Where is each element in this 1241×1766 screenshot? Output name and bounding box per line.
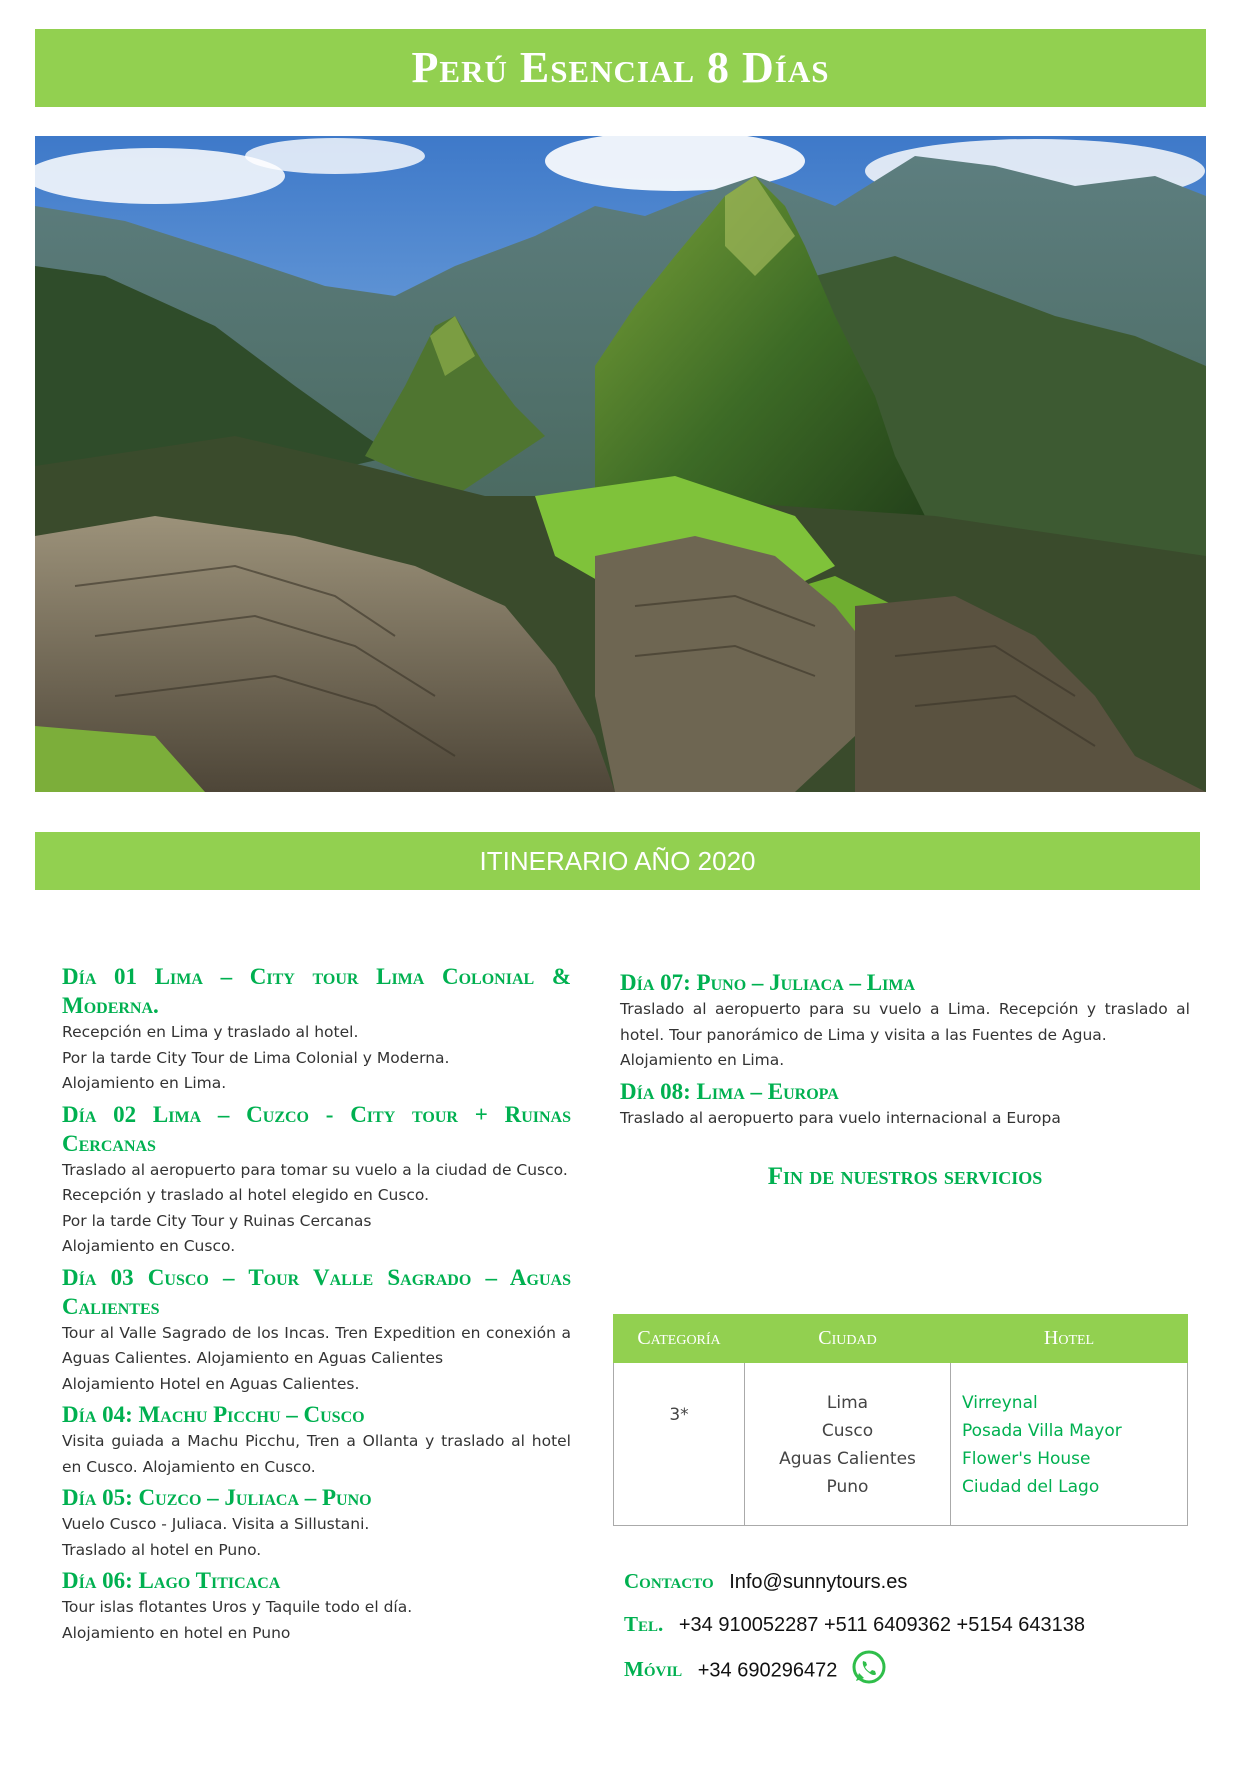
day-title: Día 04: Machu Picchu – Cusco — [62, 1402, 365, 1427]
day-description-line: Por la tarde City Tour y Ruinas Cercanas — [62, 1211, 372, 1230]
day-description-line: Alojamiento en Cusco. — [62, 1237, 236, 1255]
day-description-line: Alojamiento en Lima. — [620, 1051, 785, 1069]
whatsapp-icon[interactable] — [849, 1648, 889, 1694]
contact-mobile-line — [624, 1648, 889, 1694]
itinerary-heading: ITINERARIO AÑO 2020 — [479, 846, 756, 876]
day-description-line: Traslado al hotel en Puno. — [62, 1540, 262, 1559]
day-description-line: Traslado al aeropuerto para su vuelo a Lima. Recepción y traslado al hotel. Tour panorámico de Lima y visita a las Fuentes de Agua. — [620, 1000, 1190, 1044]
day-title: Día 03 Cusco – Tour Valle Sagrado – Aguas Calientes — [62, 1264, 571, 1319]
category-value: 3* — [669, 1405, 689, 1425]
day-description — [62, 1429, 571, 1480]
itinerary-left-column — [62, 962, 571, 1649]
header-category: Categoría — [614, 1315, 745, 1363]
itinerary-banner — [35, 832, 1200, 890]
day-description-line: Alojamiento en hotel en Puno — [62, 1623, 291, 1642]
contact-email[interactable]: Info@sunnytours.es — [729, 1571, 908, 1593]
day-description-line: Alojamiento en Lima. — [62, 1074, 227, 1092]
day-description — [62, 1158, 571, 1260]
day-title: Día 01 Lima – City tour Lima Colonial & Moderna. — [62, 964, 571, 1018]
day-description-line: Traslado al aeropuerto para tomar su vuelo a la ciudad de Cusco. — [62, 1160, 568, 1179]
city-item: Lima — [826, 1393, 869, 1413]
day-title: Día 06: Lago Titicaca — [62, 1568, 281, 1593]
city-item: Puno — [826, 1477, 869, 1497]
hotel-item: Ciudad del Lago — [962, 1477, 1100, 1497]
page-title: Perú Esencial 8 Días — [411, 43, 830, 92]
day-description — [62, 1020, 571, 1097]
day-description — [62, 1512, 571, 1563]
day-description — [620, 1106, 1190, 1132]
hero-photo-machu-picchu — [35, 136, 1206, 792]
hotel-table — [613, 1314, 1188, 1526]
city-item: Cusco — [821, 1421, 874, 1441]
contact-email-line — [624, 1569, 907, 1594]
day-title: Día 08: Lima – Europa — [620, 1078, 839, 1104]
tel-label: Tel. — [624, 1612, 664, 1636]
day-description-line: Visita guiada a Machu Picchu, Tren a Ollanta y traslado al hotel en Cusco. Alojamiento en Cusco. — [62, 1432, 571, 1476]
contact-phone: +34 910052287 +511 6409362 +5154 643138 — [678, 1614, 1085, 1636]
city-item: Aguas Calientes — [779, 1449, 916, 1469]
category-cell — [614, 1363, 745, 1526]
header-hotel: Hotel — [951, 1315, 1188, 1363]
end-of-services: Fin de nuestros servicios — [767, 1163, 1043, 1190]
day-description — [620, 997, 1190, 1074]
hotel-item: Posada Villa Mayor — [962, 1421, 1122, 1441]
day-description-line: Recepción en Lima y traslado al hotel. — [62, 1023, 359, 1041]
itinerary-right-column — [620, 968, 1190, 1134]
day-description-line: Recepción y traslado al hotel elegido en Cusco. — [62, 1186, 430, 1204]
title-banner — [35, 29, 1206, 107]
day-description-line: Por la tarde City Tour de Lima Colonial y Moderna. — [62, 1048, 450, 1067]
mobile-label: Móvil — [624, 1657, 683, 1682]
contact-label: Contacto — [624, 1569, 714, 1593]
hotel-item: Virreynal — [962, 1393, 1038, 1413]
contact-mobile: +34 690296472 — [697, 1659, 838, 1682]
day-description-line: Tour islas flotantes Uros y Taquile todo el día. — [62, 1598, 413, 1616]
day-description — [62, 1595, 571, 1646]
hotels-cell — [951, 1363, 1188, 1526]
table-header-row — [614, 1315, 1188, 1363]
day-title: Día 02 Lima – Cuzco - City tour + Ruinas Cercanas — [62, 1101, 571, 1156]
day-description — [62, 1321, 571, 1398]
day-description-line: Vuelo Cusco - Juliaca. Visita a Sillustani. — [62, 1515, 370, 1533]
day-description-line: Alojamiento Hotel en Aguas Calientes. — [62, 1374, 360, 1393]
header-city: Ciudad — [745, 1315, 951, 1363]
cities-cell — [745, 1363, 951, 1526]
table-row — [614, 1363, 1188, 1526]
machu-picchu-image — [35, 136, 1206, 792]
hotel-item: Flower's House — [962, 1449, 1091, 1469]
day-description-line: Tour al Valle Sagrado de los Incas. Tren Expedition en conexión a Aguas Calientes. Alojamiento en Aguas Calientes — [62, 1323, 571, 1367]
day-description-line: Traslado al aeropuerto para vuelo internacional a Europa — [620, 1108, 1061, 1127]
day-title: Día 05: Cuzco – Juliaca – Puno — [62, 1485, 372, 1510]
day-title: Día 07: Puno – Juliaca – Lima — [620, 970, 915, 995]
contact-phone-line — [624, 1612, 1085, 1637]
